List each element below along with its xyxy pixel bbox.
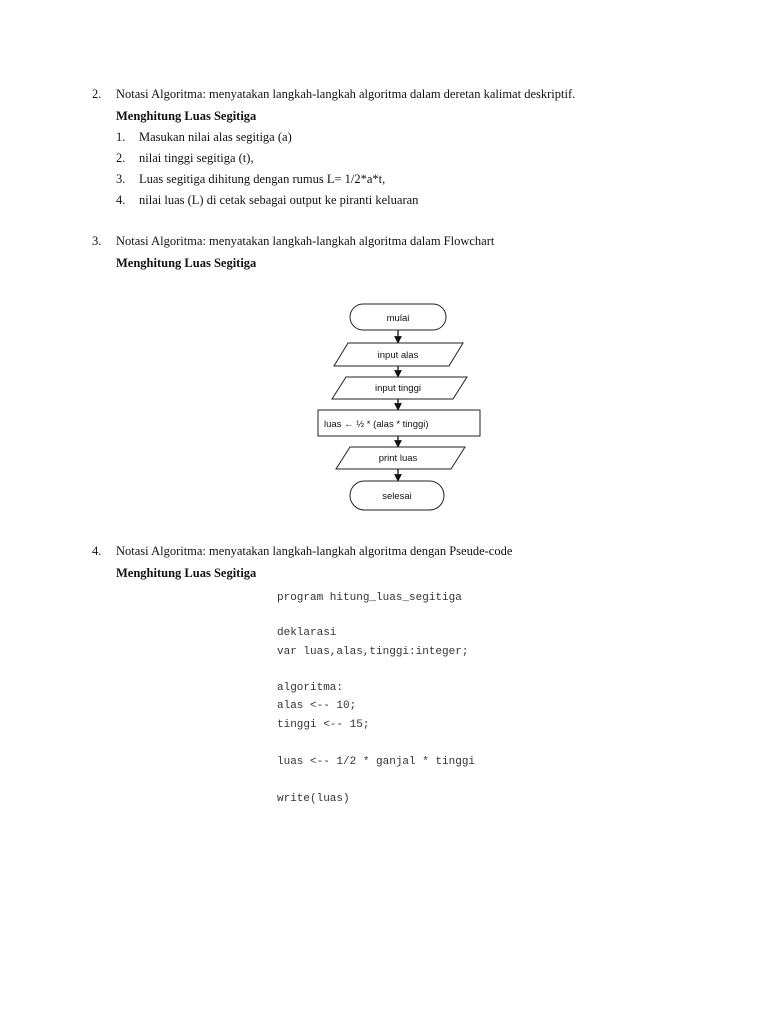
input-tinggi-label: input tinggi [375,383,421,394]
section-heading: Menghitung Luas Segitiga [116,109,257,123]
output-label: print luas [378,453,418,464]
section-4 [92,544,692,584]
section-text: Notasi Algoritma: menyatakan langkah-langkah algoritma dalam deretan kalimat deskriptif. [116,87,576,101]
step-text: nilai tinggi segitiga (t), [139,151,254,165]
flowchart [312,300,488,520]
code-line: tinggi <-- 15; [277,719,370,731]
process-label: luas ← ½ * (alas * tinggi) [324,419,429,430]
step-number: 4. [116,193,126,207]
step-text: Luas segitiga dihitung dengan rumus L= 1/2*a*t, [139,172,386,186]
code-line: deklarasi [277,627,337,639]
code-line: var luas,alas,tinggi:integer; [277,646,469,658]
step-number: 1. [116,130,126,144]
section-text: Notasi Algoritma: menyatakan langkah-langkah algoritma dalam Flowchart [116,234,495,248]
start-label: mulai [386,313,410,324]
section-number: 4. [92,544,102,558]
section-text: Notasi Algoritma: menyatakan langkah-langkah algoritma dengan Pseude-code [116,544,513,558]
input-alas-label: input alas [377,350,419,361]
step-text: nilai luas (L) di cetak sebagai output ke piranti keluaran [139,193,419,207]
step-number: 2. [116,151,126,165]
section-number: 2. [92,87,102,101]
section-heading: Menghitung Luas Segitiga [116,256,257,270]
flowchart-diagram [312,300,488,516]
section-2 [92,87,692,217]
code-line: write(luas) [277,793,350,805]
section-heading: Menghitung Luas Segitiga [116,566,257,580]
code-line: luas <-- 1/2 * ganjal * tinggi [277,756,476,768]
section-number: 3. [92,234,102,248]
end-label: selesai [382,491,412,502]
code-line: program hitung_luas_segitiga [277,592,462,604]
code-line: algoritma: [277,682,344,694]
section-3 [92,234,692,274]
step-number: 3. [116,172,126,186]
step-text: Masukan nilai alas segitiga (a) [139,130,292,144]
code-line: alas <-- 10; [277,700,357,712]
